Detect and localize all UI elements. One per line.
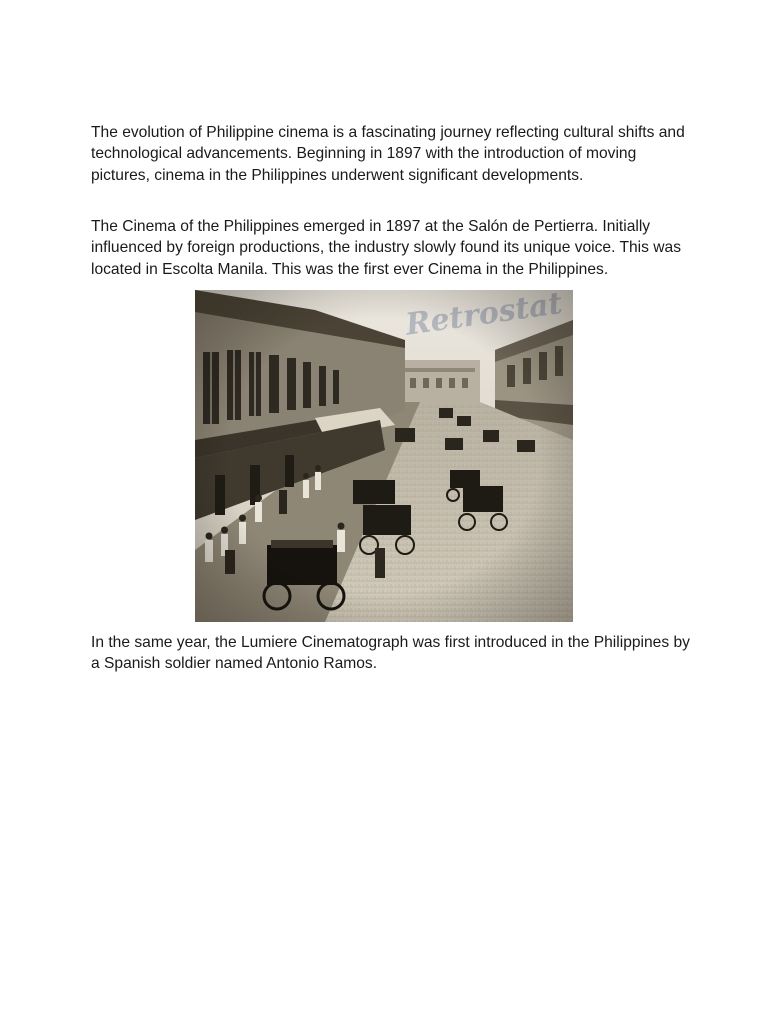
intro-paragraph: The evolution of Philippine cinema is a fascinating journey reflecting cultural shifts and technological advancements. Beginning in 1897 with the introduction of moving pictures, cinema in the Philippines underwent significant developments. [91,124,685,184]
escolta-street-photo [195,290,573,622]
cinematograph-paragraph: In the same year, the Lumiere Cinematograph was first introduced in the Philippines by a Spanish soldier named Antonio Ramos. [91,634,690,673]
salon-de-pertierra-paragraph: The Cinema of the Philippines emerged in 1897 at the Salón de Pertierra. Initially influenced by foreign productions, the industry slowly found its unique voice. This was located in Escolta Manila. This was the first ever Cinema in the Philippines. [91,218,682,278]
